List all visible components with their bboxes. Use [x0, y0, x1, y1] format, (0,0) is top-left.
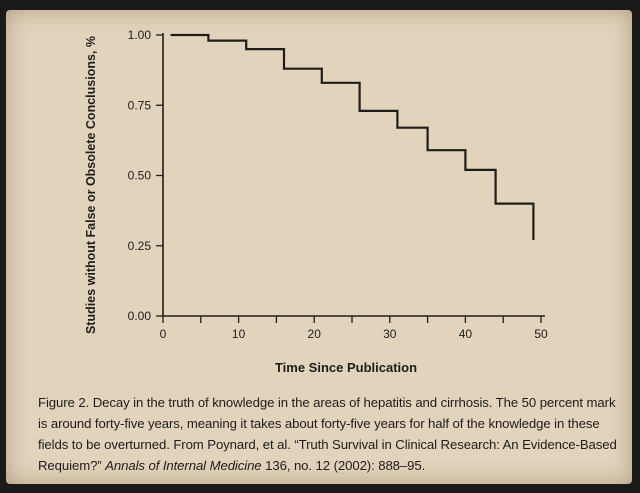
y-axis-label: Studies without False or Obsolete Conclusions, %	[84, 36, 98, 334]
survival-step-line	[171, 35, 534, 240]
y-tick-label: 0.50	[127, 168, 151, 183]
figure-caption	[38, 392, 623, 476]
y-tick-label: 0.75	[127, 98, 151, 113]
caption-citation-tail: 136, no. 12 (2002): 888–95.	[261, 458, 426, 473]
y-tick-label: 1.00	[127, 28, 151, 42]
x-tick-label: 40	[458, 327, 473, 341]
x-tick-label: 30	[383, 327, 397, 341]
x-tick-label: 10	[231, 327, 246, 341]
caption-main-text: Figure 2. Decay in the truth of knowledge in the areas of hepatitis and cirrhosis. The 50 percent mark is around forty-five years, meaning it takes about forty-five years for half of the knowledge in these fields to be overturned. From Poynard, et al. “Truth Survival in Clinical Research: An Evidence-Based Requiem?”	[38, 395, 617, 473]
caption-journal: Annals of Internal Medicine	[105, 458, 262, 473]
y-tick-label: 0.00	[127, 309, 151, 323]
y-tick-label: 0.25	[127, 238, 151, 253]
x-axis-label: Time Since Publication	[274, 360, 418, 375]
x-tick-label: 20	[307, 327, 321, 341]
chart-ticks	[128, 28, 548, 341]
x-tick-label: 50	[534, 327, 548, 341]
x-tick-label: 0	[159, 327, 167, 341]
chart-axes	[163, 33, 545, 316]
